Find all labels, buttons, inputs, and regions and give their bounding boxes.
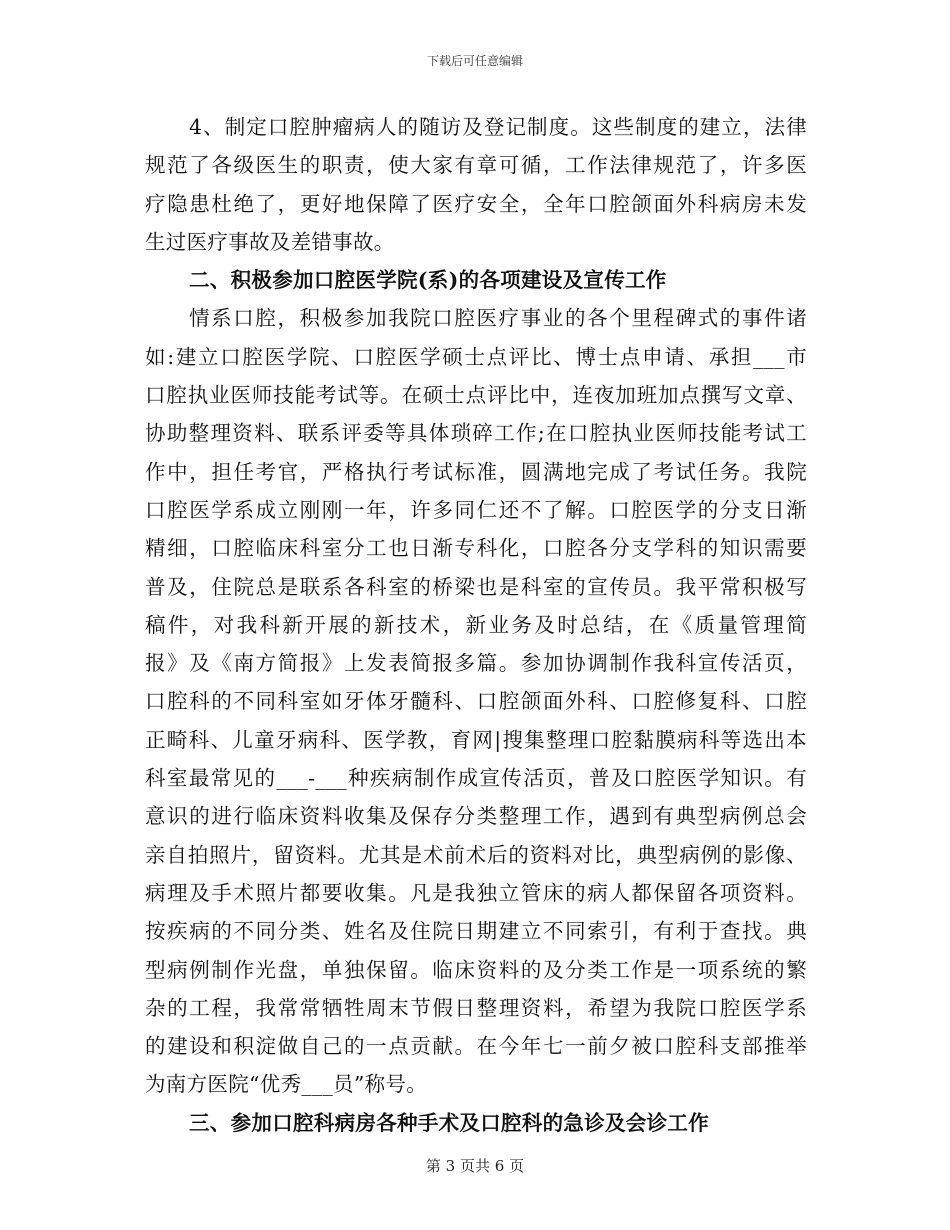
- paragraph-line: 病理及手术照片都要收集。凡是我独立管床的病人都保留各项资料。: [145, 880, 807, 905]
- paragraph-line: 规范了各级医生的职责，使大家有章可循，工作法律规范了，许多医: [145, 153, 807, 178]
- paragraph-line: 协助整理资料、联系评委等具体琐碎工作;在口腔执业医师技能考试工: [145, 421, 807, 446]
- paragraph-line: 报》及《南方简报》上发表简报多篇。参加协调制作我科宣传活页，: [145, 651, 807, 676]
- paragraph-line: 如:建立口腔医学院、口腔医学硕士点评比、博士点申请、承担___市: [145, 344, 807, 369]
- paragraph-line: 普及，住院总是联系各科室的桥梁也是科室的宣传员。我平常积极写: [145, 574, 807, 599]
- document-body: [145, 108, 807, 1142]
- section-heading: 二、积极参加口腔医学院(系)的各项建设及宣传工作: [189, 268, 667, 293]
- paragraph-line: 的建设和积淀做自己的一点贡献。在今年七一前夕被口腔科支部推举: [145, 1034, 807, 1059]
- paragraph-line: 型病例制作光盘，单独保留。临床资料的及分类工作是一项系统的繁: [145, 957, 807, 982]
- paragraph-line: 精细，口腔临床科室分工也日渐专科化，口腔各分支学科的知识需要: [145, 536, 807, 561]
- paragraph-line: 4、制定口腔肿瘤病人的随访及登记制度。这些制度的建立，法律: [189, 115, 807, 139]
- section-heading: 三、参加口腔科病房各种手术及口腔科的急诊及会诊工作: [189, 1110, 709, 1135]
- paragraph-line: 科室最常见的___-___种疾病制作成宣传活页，普及口腔医学知识。有: [145, 766, 807, 791]
- paragraph-line: 口腔科的不同科室如牙体牙髓科、口腔颌面外科、口腔修复科、口腔: [145, 689, 807, 714]
- paragraph-line: 口腔执业医师技能考试等。在硕士点评比中，连夜加班加点撰写文章、: [145, 383, 807, 408]
- paragraph-line: 疗隐患杜绝了，更好地保障了医疗安全，全年口腔颌面外科病房未发: [145, 191, 807, 216]
- paragraph-line: 意识的进行临床资料收集及保存分类整理工作，遇到有典型病例总会: [145, 804, 807, 829]
- paragraph-line: 稿件，对我科新开展的新技术，新业务及时总结，在《质量管理简: [145, 612, 807, 637]
- paragraph-line: 口腔医学系成立刚刚一年，许多同仁还不了解。口腔医学的分支日渐: [145, 497, 807, 522]
- paragraph-line: 杂的工程，我常常牺牲周末节假日整理资料，希望为我院口腔医学系: [145, 995, 807, 1020]
- page-number: 第 3 页共 6 页: [425, 1157, 525, 1175]
- paragraph-line: 生过医疗事故及差错事故。: [145, 229, 395, 254]
- paragraph-line: 亲自拍照片，留资料。尤其是术前术后的资料对比，典型病例的影像、: [145, 842, 807, 867]
- paragraph-line: 情系口腔，积极参加我院口腔医疗事业的各个里程碑式的事件诸: [189, 306, 807, 331]
- paragraph-line: 正畸科、儿童牙病科、医学教，育网|搜集整理口腔黏膜病科等选出本: [145, 727, 807, 752]
- paragraph-line: 为南方医院“优秀___员”称号。: [145, 1072, 428, 1097]
- page-header: 下载后可任意编辑: [426, 54, 523, 68]
- paragraph-line: 作中，担任考官，严格执行考试标准，圆满地完成了考试任务。我院: [145, 459, 807, 484]
- paragraph-line: 按疾病的不同分类、姓名及住院日期建立不同索引，有利于查找。典: [145, 919, 807, 944]
